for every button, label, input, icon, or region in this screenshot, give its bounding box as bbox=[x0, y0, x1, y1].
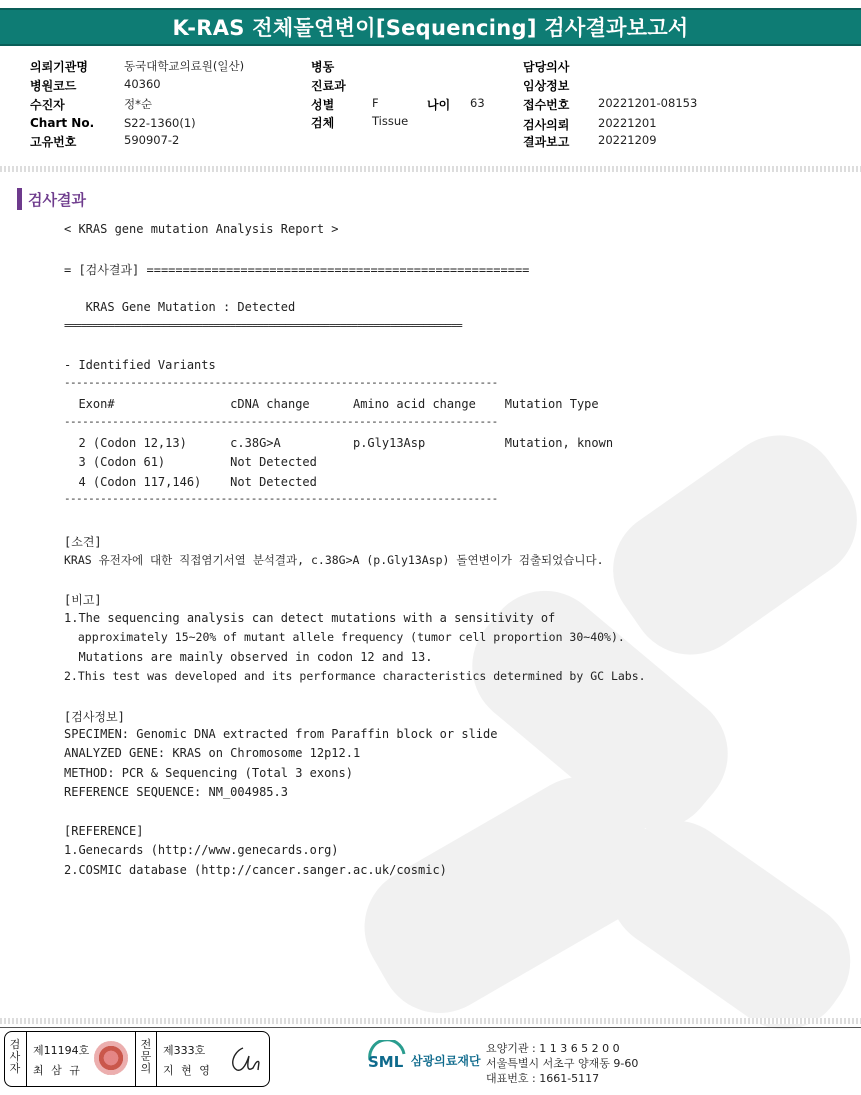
info-label: 병동 bbox=[311, 60, 335, 74]
divider-line: ======================================================================== bbox=[64, 319, 462, 332]
divider-line: ------------------------------------------------------------------------ bbox=[64, 415, 498, 428]
info-label: 임상정보 bbox=[523, 79, 570, 93]
remarks-line: 1.The sequencing analysis can detect mutations with a sensitivity of bbox=[64, 611, 556, 625]
section-title: 검사결과 bbox=[28, 190, 86, 209]
examiner-license: 제11194호 bbox=[33, 1044, 90, 1057]
divider bbox=[135, 1032, 136, 1086]
variants-table-row: 4 (Codon 117,146) Not Detected bbox=[64, 475, 317, 489]
sml-logo-icon bbox=[366, 1040, 408, 1076]
examiner-name: 최 삼 규 bbox=[33, 1064, 82, 1077]
info-label: 검체 bbox=[311, 116, 335, 130]
info-label: 나이 bbox=[427, 98, 451, 112]
info-label: 수진자 bbox=[30, 98, 65, 112]
test-info-line: ANALYZED GENE: KRAS on Chromosome 12p12.1 bbox=[64, 746, 361, 760]
info-value: S22-1360(1) bbox=[124, 116, 196, 130]
info-value: 590907-2 bbox=[124, 133, 180, 147]
test-info-line: REFERENCE SEQUENCE: NM_004985.3 bbox=[64, 785, 288, 799]
divider bbox=[0, 166, 861, 172]
variants-heading: - Identified Variants bbox=[64, 358, 216, 372]
info-value: 20221201 bbox=[598, 116, 657, 130]
result-summary: KRAS Gene Mutation : Detected bbox=[64, 300, 296, 314]
info-label: 의뢰기관명 bbox=[30, 60, 88, 74]
variants-table-row: 3 (Codon 61) Not Detected bbox=[64, 455, 317, 469]
report-header: < KRAS gene mutation Analysis Report > bbox=[64, 222, 339, 236]
info-label: 병원코드 bbox=[30, 79, 77, 93]
org-address: 서울특별시 서초구 양재동 9-60 bbox=[486, 1057, 639, 1070]
remarks-heading: [비고] bbox=[64, 593, 102, 607]
org-phone: 대표번호 : 1661-5117 bbox=[486, 1072, 600, 1085]
signature-box bbox=[4, 1031, 270, 1087]
reference-link: 2.COSMIC database (http://cancer.sanger.ac.uk/cosmic) bbox=[64, 863, 447, 877]
info-label: 결과보고 bbox=[523, 135, 570, 149]
findings-text: KRAS 유전자에 대한 직접염기서열 분석결과, c.38G>A (p.Gly13Asp) 돌연변이가 검출되었습니다. bbox=[64, 553, 604, 567]
report-title: K-RAS 전체돌연변이[Sequencing] 검사결과보고서 bbox=[172, 16, 689, 40]
test-info-line: SPECIMEN: Genomic DNA extracted from Paraffin block or slide bbox=[64, 727, 498, 741]
info-value: 정*순 bbox=[124, 97, 152, 111]
section-marker bbox=[17, 188, 22, 210]
divider bbox=[156, 1032, 157, 1086]
divider bbox=[0, 1018, 861, 1024]
info-label: 담당의사 bbox=[523, 60, 570, 74]
remarks-line: approximately 15~20% of mutant allele frequency (tumor cell proportion 30~40%). bbox=[64, 630, 625, 644]
seal-icon bbox=[94, 1041, 128, 1075]
remarks-line: Mutations are mainly observed in codon 12 and 13. bbox=[64, 650, 433, 664]
examiner-label: 검사자 bbox=[9, 1038, 21, 1075]
variants-table-header: Exon# cDNA change Amino acid change Mutation Type bbox=[64, 397, 599, 411]
test-info-heading: [검사정보] bbox=[64, 710, 125, 724]
report-title-bar bbox=[0, 8, 861, 46]
info-value: 40360 bbox=[124, 77, 161, 91]
info-label: 성별 bbox=[311, 98, 335, 112]
info-label: 진료과 bbox=[311, 79, 346, 93]
findings-heading: [소견] bbox=[64, 535, 102, 549]
info-value: 20221209 bbox=[598, 133, 657, 147]
info-label: 검사의뢰 bbox=[523, 118, 570, 132]
test-info-line: METHOD: PCR & Sequencing (Total 3 exons) bbox=[64, 766, 353, 780]
watermark-shape bbox=[590, 412, 861, 678]
sml-logo-text: SML bbox=[368, 1053, 404, 1071]
specialist-license: 제333호 bbox=[163, 1044, 206, 1057]
divider-line: ------------------------------------------------------------------------ bbox=[64, 376, 498, 389]
info-value: 20221201-08153 bbox=[598, 96, 698, 110]
org-info-line: 요양기관 : 1 1 3 6 5 2 0 0 bbox=[486, 1042, 620, 1055]
info-label: 접수번호 bbox=[523, 98, 570, 112]
reference-heading: [REFERENCE] bbox=[64, 824, 144, 838]
divider bbox=[0, 1027, 861, 1028]
divider-line: ------------------------------------------------------------------------ bbox=[64, 492, 498, 505]
patient-info-panel bbox=[0, 54, 861, 167]
result-banner: = [검사결과] ===================================================== bbox=[64, 263, 530, 277]
remarks-line: 2.This test was developed and its performance characteristics determined by GC Labs. bbox=[64, 669, 646, 683]
info-value: Tissue bbox=[372, 114, 409, 128]
org-name: 삼광의료재단 bbox=[411, 1054, 481, 1068]
info-value: 63 bbox=[470, 96, 485, 110]
info-label: Chart No. bbox=[30, 116, 95, 130]
info-value: F bbox=[372, 96, 379, 110]
variants-table-row: 2 (Codon 12,13) c.38G>A p.Gly13Asp Mutation, known bbox=[64, 436, 614, 450]
specialist-label: 전문의 bbox=[140, 1038, 152, 1075]
info-value: 동국대학교의료원(일산) bbox=[124, 59, 245, 73]
section-heading bbox=[17, 188, 86, 210]
info-label: 고유번호 bbox=[30, 135, 77, 149]
signature-icon bbox=[225, 1042, 265, 1076]
divider bbox=[26, 1032, 27, 1086]
reference-link: 1.Genecards (http://www.genecards.org) bbox=[64, 843, 339, 857]
specialist-name: 지 현 영 bbox=[163, 1064, 212, 1077]
